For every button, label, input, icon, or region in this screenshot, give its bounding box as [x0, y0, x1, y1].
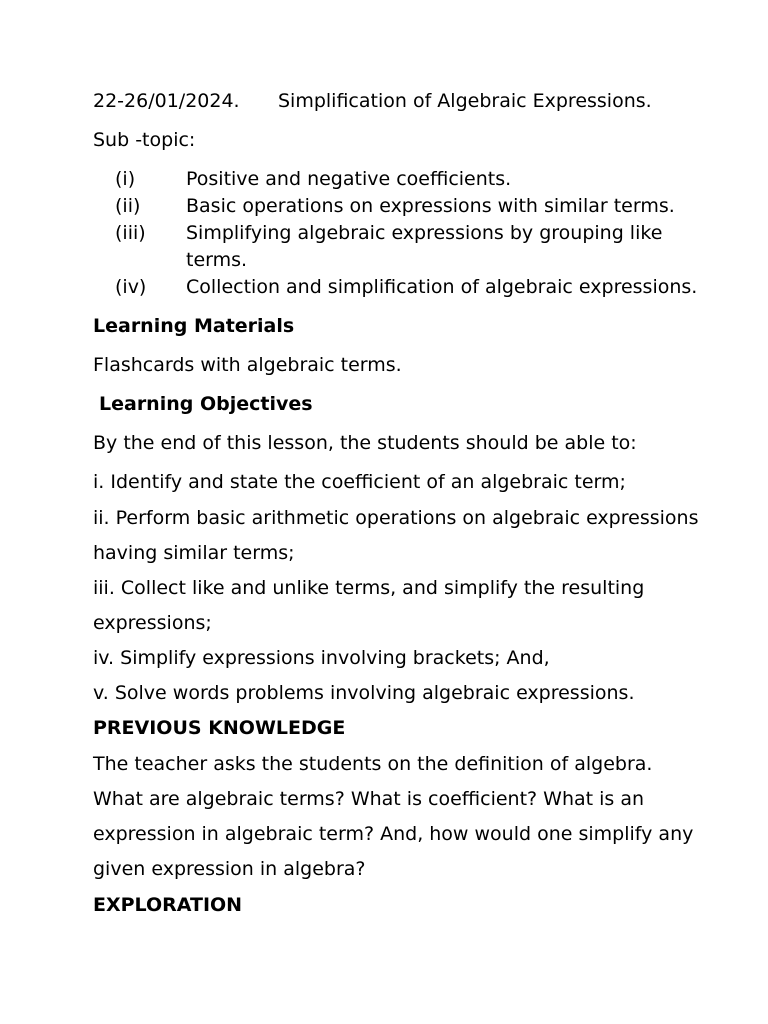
subtopic-text: Collection and simplification of algebraic expressions. — [186, 276, 698, 298]
objectives-heading: Learning Objectives — [99, 393, 313, 415]
objective-line: expressions; — [93, 612, 212, 634]
objective-line: ii. Perform basic arithmetic operations on algebraic expressions — [93, 507, 699, 529]
objective-line: having similar terms; — [93, 542, 295, 564]
objective-line: v. Solve words problems involving algebraic expressions. — [93, 682, 635, 704]
previous-knowledge-heading: PREVIOUS KNOWLEDGE — [93, 717, 346, 739]
objective-line: i. Identify and state the coefficient of an algebraic term; — [93, 471, 626, 493]
objectives-intro: By the end of this lesson, the students should be able to: — [93, 432, 637, 454]
lesson-title: Simplification of Algebraic Expressions. — [278, 90, 652, 112]
lesson-date: 22-26/01/2024. — [93, 90, 240, 112]
subtopic-text: Positive and negative coefficients. — [186, 168, 512, 190]
materials-heading: Learning Materials — [93, 315, 295, 337]
subtopic-number: (ii) — [115, 195, 141, 217]
previous-knowledge-line: The teacher asks the students on the definition of algebra. — [93, 753, 653, 775]
previous-knowledge-line: given expression in algebra? — [93, 858, 366, 880]
materials-text: Flashcards with algebraic terms. — [93, 354, 402, 376]
objective-line: iii. Collect like and unlike terms, and simplify the resulting — [93, 577, 645, 599]
subtopic-number: (i) — [115, 168, 136, 190]
subtopic-text: Basic operations on expressions with similar terms. — [186, 195, 675, 217]
exploration-heading: EXPLORATION — [93, 894, 243, 916]
subtopic-text: terms. — [186, 249, 248, 271]
subtopic-text: Simplifying algebraic expressions by grouping like — [186, 222, 663, 244]
subtopic-number: (iv) — [115, 276, 147, 298]
previous-knowledge-line: What are algebraic terms? What is coefficient? What is an — [93, 788, 645, 810]
subtopic-label: Sub -topic: — [93, 129, 196, 151]
previous-knowledge-line: expression in algebraic term? And, how would one simplify any — [93, 823, 694, 845]
objective-line: iv. Simplify expressions involving brackets; And, — [93, 647, 550, 669]
subtopic-number: (iii) — [115, 222, 146, 244]
